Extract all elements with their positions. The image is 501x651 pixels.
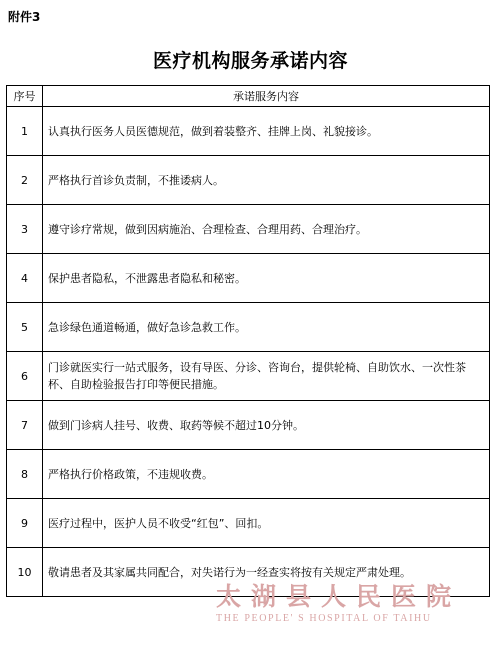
row-text: 急诊绿色通道畅通，做好急诊急救工作。	[43, 303, 490, 352]
table-row	[7, 254, 490, 303]
row-text: 医疗过程中，医护人员不收受“红包”、回扣。	[43, 499, 490, 548]
table-row	[7, 352, 490, 401]
table-row	[7, 499, 490, 548]
row-text: 认真执行医务人员医德规范，做到着装整齐、挂牌上岗、礼貌接诊。	[43, 107, 490, 156]
header-content: 承诺服务内容	[43, 86, 490, 107]
row-number: 10	[7, 548, 43, 597]
document-title: 医疗机构服务承诺内容	[152, 50, 348, 72]
row-text: 保护患者隐私，不泄露患者隐私和秘密。	[43, 254, 490, 303]
watermark-chinese: 太湖县人民医院	[216, 582, 462, 611]
row-number: 5	[7, 303, 43, 352]
row-text: 遵守诊疗常规，做到因病施治、合理检查、合理用药、合理治疗。	[43, 205, 490, 254]
table-row	[7, 156, 490, 205]
row-text: 做到门诊病人挂号、收费、取药等候不超过10分钟。	[43, 401, 490, 450]
row-number: 9	[7, 499, 43, 548]
row-text: 严格执行价格政策，不违规收费。	[43, 450, 490, 499]
row-number: 6	[7, 352, 43, 401]
table-header-row	[7, 86, 490, 107]
row-number: 1	[7, 107, 43, 156]
row-text: 严格执行首诊负责制，不推诿病人。	[43, 156, 490, 205]
row-number: 8	[7, 450, 43, 499]
watermark-english: THE PEOPLE' S HOSPITAL OF TAIHU	[216, 613, 432, 624]
row-number: 3	[7, 205, 43, 254]
table-row	[7, 401, 490, 450]
row-number: 2	[7, 156, 43, 205]
table-row	[7, 450, 490, 499]
row-number: 4	[7, 254, 43, 303]
table-row	[7, 303, 490, 352]
pledge-table	[6, 85, 490, 597]
table-row	[7, 205, 490, 254]
row-number: 7	[7, 401, 43, 450]
row-text: 门诊就医实行一站式服务，设有导医、分诊、咨询台，提供轮椅、自助饮水、一次性茶杯、自助检验报告打印等便民措施。	[43, 352, 490, 401]
row-text: 敬请患者及其家属共同配合，对失诺行为一经查实将按有关规定严肃处理。	[43, 548, 490, 597]
attachment-label: 附件3	[8, 10, 41, 24]
hospital-watermark	[216, 582, 496, 626]
header-number: 序号	[7, 86, 43, 107]
table-row	[7, 107, 490, 156]
